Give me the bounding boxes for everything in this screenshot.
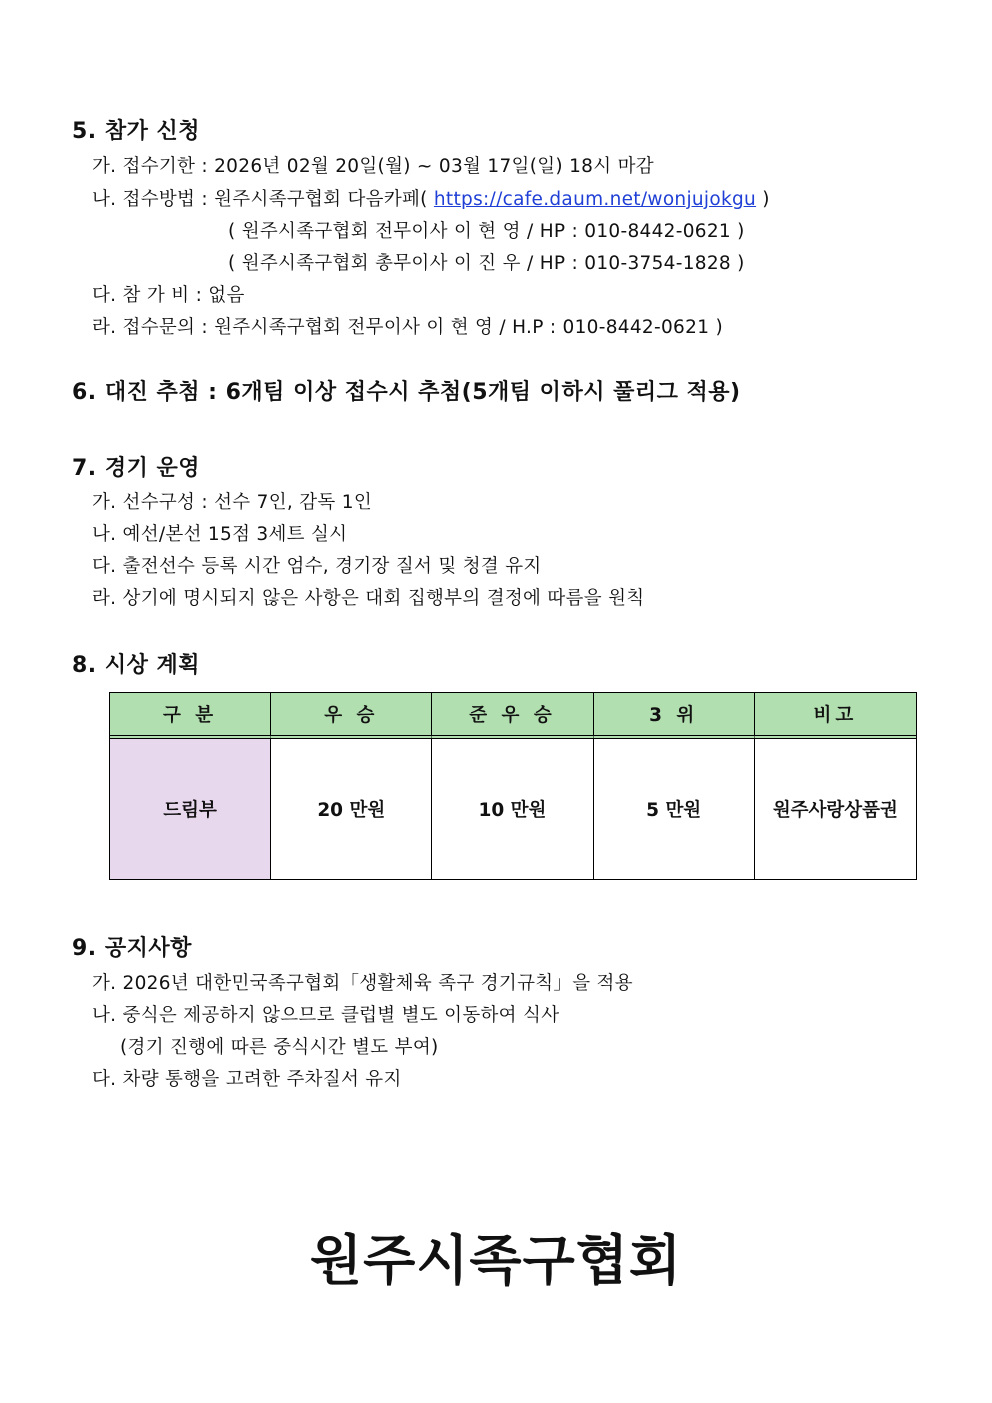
cell-category: 드림부 — [110, 739, 271, 879]
header-note: 비고 — [755, 693, 916, 739]
s7-sets: 나. 예선/본선 15점 3세트 실시 — [92, 524, 348, 545]
award-row — [110, 739, 916, 879]
section-9-title: 9. 공지사항 — [72, 936, 192, 961]
award-header-row — [110, 693, 916, 739]
s5-inquiry: 라. 접수문의 : 원주시족구협회 전무이사 이 현 영 / H.P : 010-8442-0621 ) — [92, 317, 723, 338]
organization-name: 원주시족구협회 — [309, 1229, 683, 1292]
section-6-title: 6. 대진 추첨 : 6개팀 이상 접수시 추첨(5개팀 이하시 풀리그 적용) — [72, 380, 741, 405]
s5-fee: 다. 참 가 비 : 없음 — [92, 285, 245, 306]
s5-contact-1: ( 원주시족구협회 전무이사 이 현 영 / HP : 010-8442-0621 ) — [228, 221, 745, 242]
section-8-title: 8. 시상 계획 — [72, 653, 200, 678]
s9-rules: 가. 2026년 대한민국족구협회「생활체육 족구 경기규칙」을 적용 — [92, 973, 633, 994]
s9-lunch-note: (경기 진행에 따른 중식시간 별도 부여) — [120, 1037, 439, 1058]
cell-second: 10 만원 — [432, 739, 593, 879]
header-second: 준 우 승 — [432, 693, 593, 739]
s5-deadline: 가. 접수기한 : 2026년 02월 20일(월) ~ 03월 17일(일) 18시 마감 — [92, 156, 654, 177]
s5-method-suffix: ) — [762, 189, 770, 210]
cell-first: 20 만원 — [271, 739, 432, 879]
s5-method — [92, 185, 770, 211]
cafe-link[interactable]: https://cafe.daum.net/wonjujokgu — [433, 189, 757, 210]
header-category: 구 분 — [110, 693, 271, 739]
s5-contact-2: ( 원주시족구협회 총무이사 이 진 우 / HP : 010-3754-1828 ) — [228, 253, 745, 274]
header-third: 3 위 — [594, 693, 755, 739]
header-first: 우 승 — [271, 693, 432, 739]
s7-roster: 가. 선수구성 : 선수 7인, 감독 1인 — [92, 492, 373, 513]
s9-lunch: 나. 중식은 제공하지 않으므로 클럽별 별도 이동하여 식사 — [92, 1005, 560, 1026]
s7-rules: 라. 상기에 명시되지 않은 사항은 대회 집행부의 결정에 따름을 원칙 — [92, 588, 645, 609]
s5-method-prefix: 나. 접수방법 : 원주시족구협회 다음카페( — [92, 189, 428, 210]
cell-third: 5 만원 — [594, 739, 755, 879]
s7-registration: 다. 출전선수 등록 시간 엄수, 경기장 질서 및 청결 유지 — [92, 556, 542, 577]
section-5-title: 5. 참가 신청 — [72, 119, 200, 144]
cell-note: 원주사랑상품권 — [755, 739, 916, 879]
s9-parking: 다. 차량 통행을 고려한 주차질서 유지 — [92, 1069, 402, 1090]
award-table — [109, 692, 917, 880]
section-7-title: 7. 경기 운영 — [72, 456, 200, 481]
